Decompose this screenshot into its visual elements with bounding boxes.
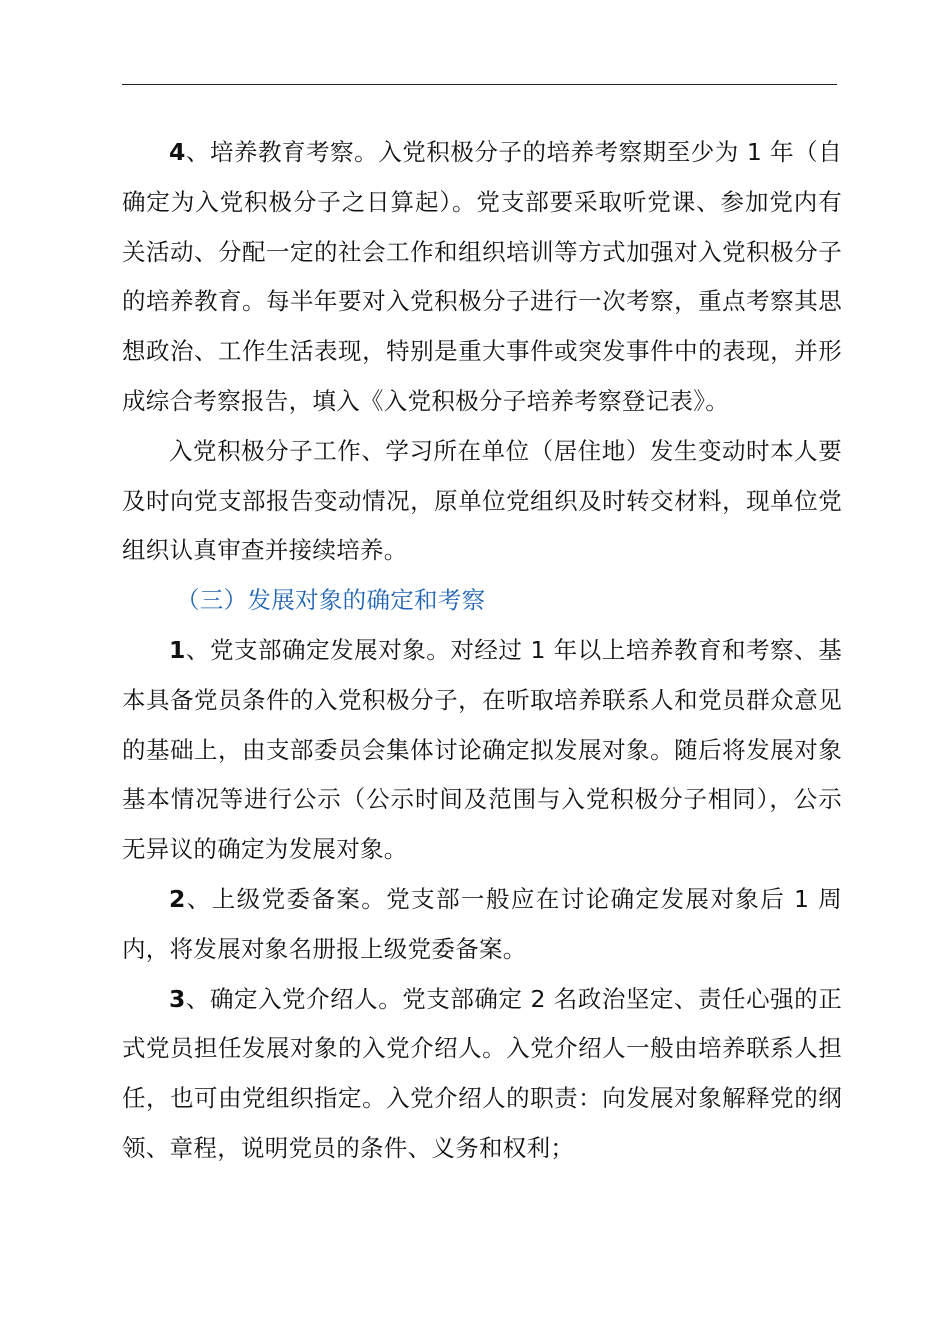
paragraph-introducers — [122, 975, 842, 1174]
header-rule — [122, 84, 837, 85]
paragraph-text: 入党积极分子工作、学习所在单位（居住地）发生变动时本人要及时向党支部报告变动情况，原单位党组织及时转交材料，现单位党组织认真审查并接续培养。 — [122, 436, 842, 565]
document-body — [122, 128, 842, 1174]
paragraph-training-examination — [122, 128, 842, 427]
paragraph-filing — [122, 875, 842, 975]
paragraph-text: 、党支部确定发展对象。对经过 1 年以上培养教育和考察、基本具备党员条件的入党积极分子，在听取培养联系人和党员群众意见的基础上，由支部委员会集体讨论确定拟发展对象。随后将发展对象基本情况等进行公示（公示时间及范围与入党积极分子相同），公示无异议的确定为发展对象。 — [122, 635, 842, 864]
item-number: 1 — [169, 635, 186, 664]
item-number: 4 — [169, 138, 186, 166]
item-number: 3 — [169, 984, 186, 1013]
paragraph-determine-candidates — [122, 626, 842, 875]
item-number: 2 — [169, 884, 186, 913]
paragraph-text: 、确定入党介绍人。党支部确定 2 名政治坚定、责任心强的正式党员担任发展对象的入党介绍人。入党介绍人一般由培养联系人担任，也可由党组织指定。入党介绍人的职责：向发展对象解释党的纲领、章程，说明党员的条件、义务和权利； — [122, 984, 842, 1162]
section-heading: （三）发展对象的确定和考察 — [176, 586, 486, 615]
paragraph-text: 、上级党委备案。党支部一般应在讨论确定发展对象后 1 周内，将发展对象名册报上级党委备案。 — [122, 884, 842, 963]
paragraph-unit-change — [122, 427, 842, 576]
paragraph-text: 、培养教育考察。入党积极分子的培养考察期至少为 1 年（自确定为入党积极分子之日算起）。党支部要采取听党课、参加党内有关活动、分配一定的社会工作和组织培训等方式加强对入党积极分子的培养教育。每半年要对入党积极分子进行一次考察，重点考察其思想政治、工作生活表现，特别是重大事件或突发事件中的表现，并形成综合考察报告，填入《入党积极分子培养考察登记表》。 — [122, 138, 842, 415]
